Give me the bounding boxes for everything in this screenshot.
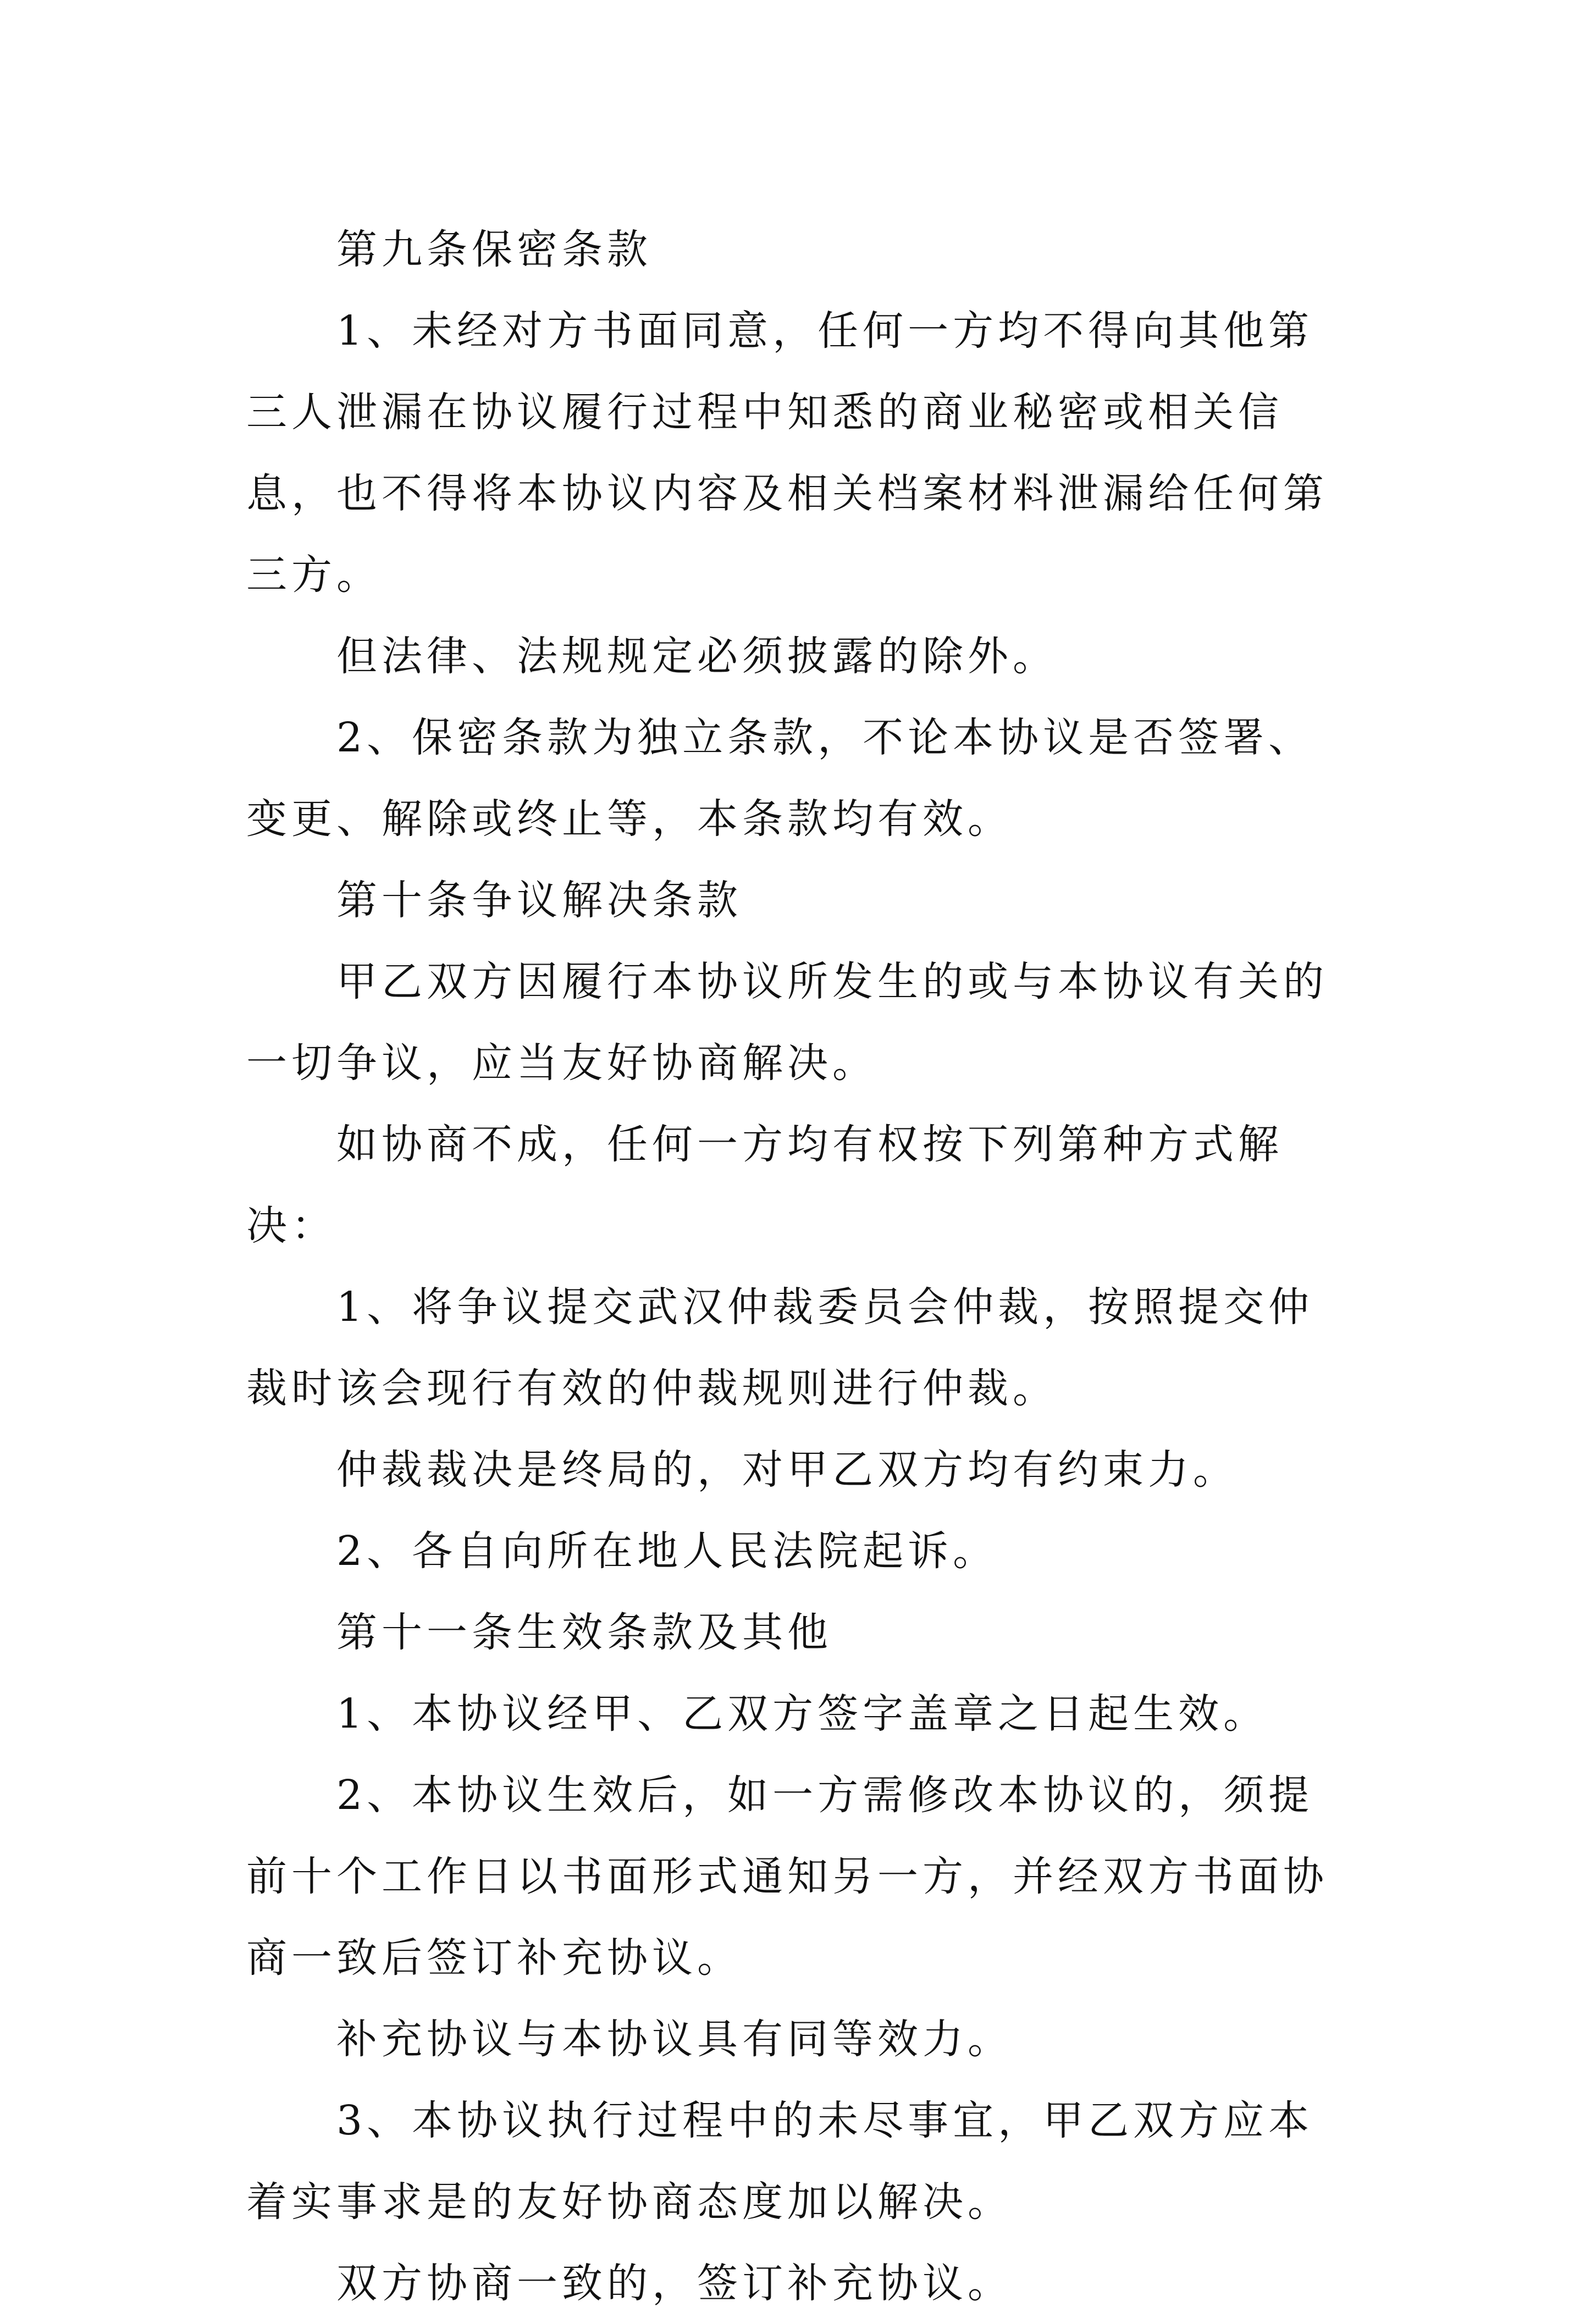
section-heading-article-10: 第十条争议解决条款 xyxy=(336,877,742,924)
paragraph: 3、本协议执行过程中的未尽事宜，甲乙双方应本着实事求是的友好协商态度加以解决。 xyxy=(246,2097,1314,2226)
paragraph: 1、未经对方书面同意，任何一方均不得向其他第三人泄漏在协议履行过程中知悉的商业秘密或相关信息，也不得将本协议内容及相关档案材料泄漏给任何第三方。 xyxy=(246,307,1328,599)
section-heading-article-11: 第十一条生效条款及其他 xyxy=(336,1609,832,1656)
paragraph: 甲乙双方因履行本协议所发生的或与本协议有关的一切争议，应当友好协商解决。 xyxy=(246,958,1328,1087)
paragraph: 2、各自向所在地人民法院起诉。 xyxy=(336,1528,998,1575)
section-heading-article-9: 第九条保密条款 xyxy=(336,226,652,273)
paragraph: 仲裁裁决是终局的，对甲乙双方均有约束力。 xyxy=(336,1446,1238,1493)
paragraph: 如协商不成，任何一方均有权按下列第种方式解决： xyxy=(246,1121,1283,1249)
paragraph: 双方协商一致的，签订补充协议。 xyxy=(336,2260,1013,2307)
paragraph: 2、本协议生效后，如一方需修改本协议的，须提前十个工作日以书面形式通知另一方，并经双方书面协商一致后签订补充协议。 xyxy=(246,1772,1328,1982)
paragraph: 但法律、法规规定必须披露的除外。 xyxy=(336,633,1058,680)
paragraph: 1、本协议经甲、乙双方签字盖章之日起生效。 xyxy=(336,1690,1269,1738)
paragraph: 2、保密条款为独立条款，不论本协议是否签署、变更、解除或终止等，本条款均有效。 xyxy=(246,714,1314,843)
paragraph: 1、将争议提交武汉仲裁委员会仲裁，按照提交仲裁时该会现行有效的仲裁规则进行仲裁。 xyxy=(246,1283,1314,1412)
document-body xyxy=(246,209,1357,2324)
paragraph: 补充协议与本协议具有同等效力。 xyxy=(336,2016,1013,2063)
